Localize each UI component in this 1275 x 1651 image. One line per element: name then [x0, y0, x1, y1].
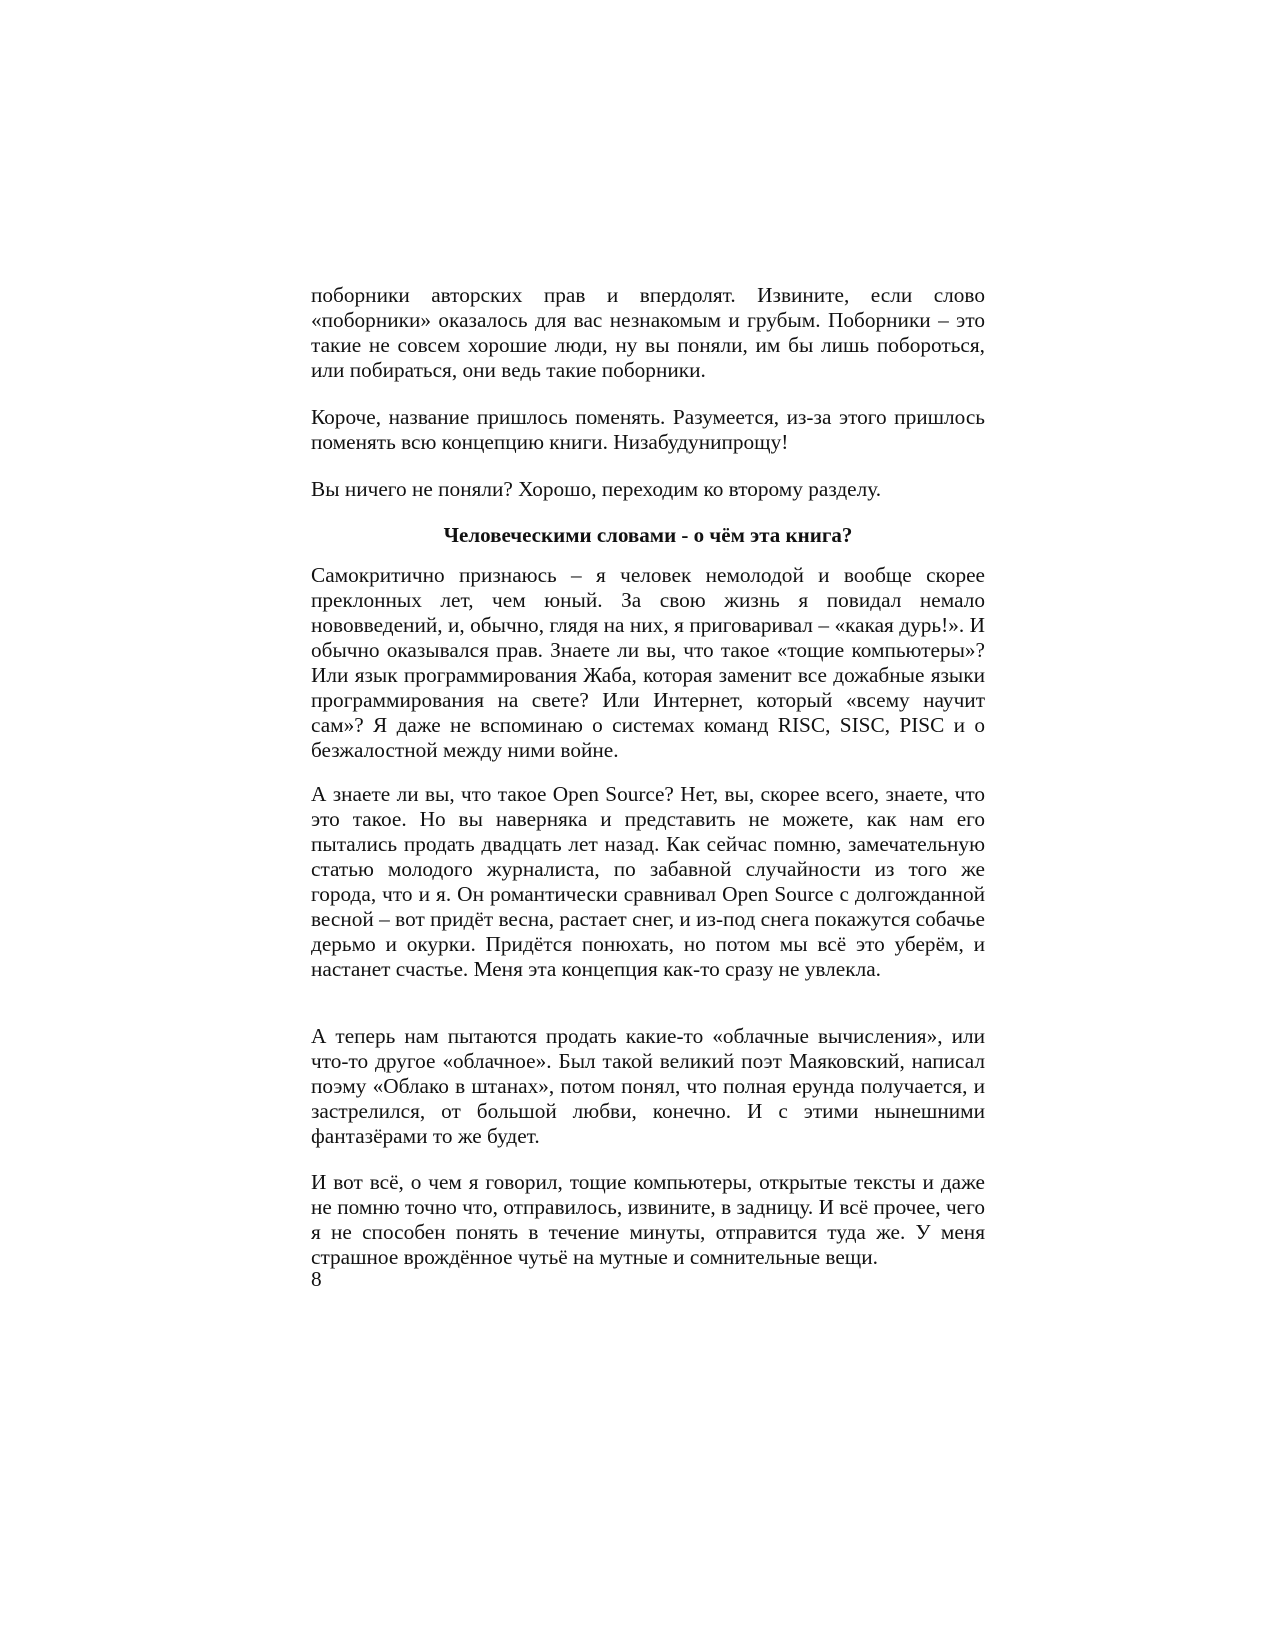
paragraph-poborniki [311, 283, 985, 383]
paragraph-text: поборники авторских прав и впердолят. Извините, если слово «поборники» оказалось для вас незнакомым и грубым. Поборники – это такие не совсем хорошие люди, ну вы поняли, им бы лишь побороться, или побираться, они ведь такие поборники. [311, 283, 985, 382]
paragraph-text: Вы ничего не поняли? Хорошо, переходим ко второму разделу. [311, 477, 882, 501]
section-heading: Человеческими словами - о чём эта книга? [443, 523, 853, 547]
paragraph-open-source [311, 782, 985, 982]
paragraph-text: А знаете ли вы, что такое Open Source? Нет, вы, скорее всего, знаете, что это такое. Но вы наверняка и представить не можете, как нам его пытались продать двадцать лет назад. Как сейчас помню, замечательную статью молодого журналиста, по забавной случайности из того же города, что и я. Он романтически сравнивал Open Source с долгожданной весной – вот придёт весна, растает снег, и из-под снега покажутся собачье дерьмо и окурки. Придётся понюхать, но потом мы всё это уберём, и настанет счастье. Меня эта концепция как-то сразу не увлекла. [311, 782, 985, 981]
paragraph-cloud [311, 1024, 985, 1149]
paragraph-text: Самокритично признаюсь – я человек немолодой и вообще скорее преклонных лет, чем юный. За свою жизнь я повидал немало нововведений, и, обычно, глядя на них, я приговаривал – «какая дурь!». И обычно оказывался прав. Знаете ли вы, что такое «тощие компьютеры»? Или язык программирования Жаба, которая заменит все дожабные языки программирования на свете? Или Интернет, который «всему научит сам»? Я даже не вспоминаю о системах команд RISC, SISC, PISC и о безжалостной между ними войне. [311, 563, 985, 762]
paragraph-text: А теперь нам пытаются продать какие-то «облачные вычисления», или что-то другое «облачное». Был такой великий поэт Маяковский, написал поэму «Облако в штанах», потом понял, что полная ерунда получается, и застрелился, от большой любви, конечно. И с этими нынешними фантазёрами то же будет. [311, 1024, 985, 1148]
page-number: 8 [311, 1267, 322, 1291]
paragraph-text: Короче, название пришлось поменять. Разумеется, из-за этого пришлось поменять всю концепцию книги. Низабудунипрощу! [311, 405, 985, 454]
paragraph-rename [311, 405, 985, 455]
paragraph-next-section [311, 477, 985, 502]
paragraph-self-critical [311, 563, 985, 763]
paragraph-text: И вот всё, о чем я говорил, тощие компьютеры, открытые тексты и даже не помню точно что, отправилось, извините, в задницу. И всё прочее, чего я не способен понять в течение минуты, отправится туда же. У меня страшное врождённое чутьё на мутные и сомнительные вещи. [311, 1170, 985, 1269]
paragraph-conclusion [311, 1170, 985, 1270]
